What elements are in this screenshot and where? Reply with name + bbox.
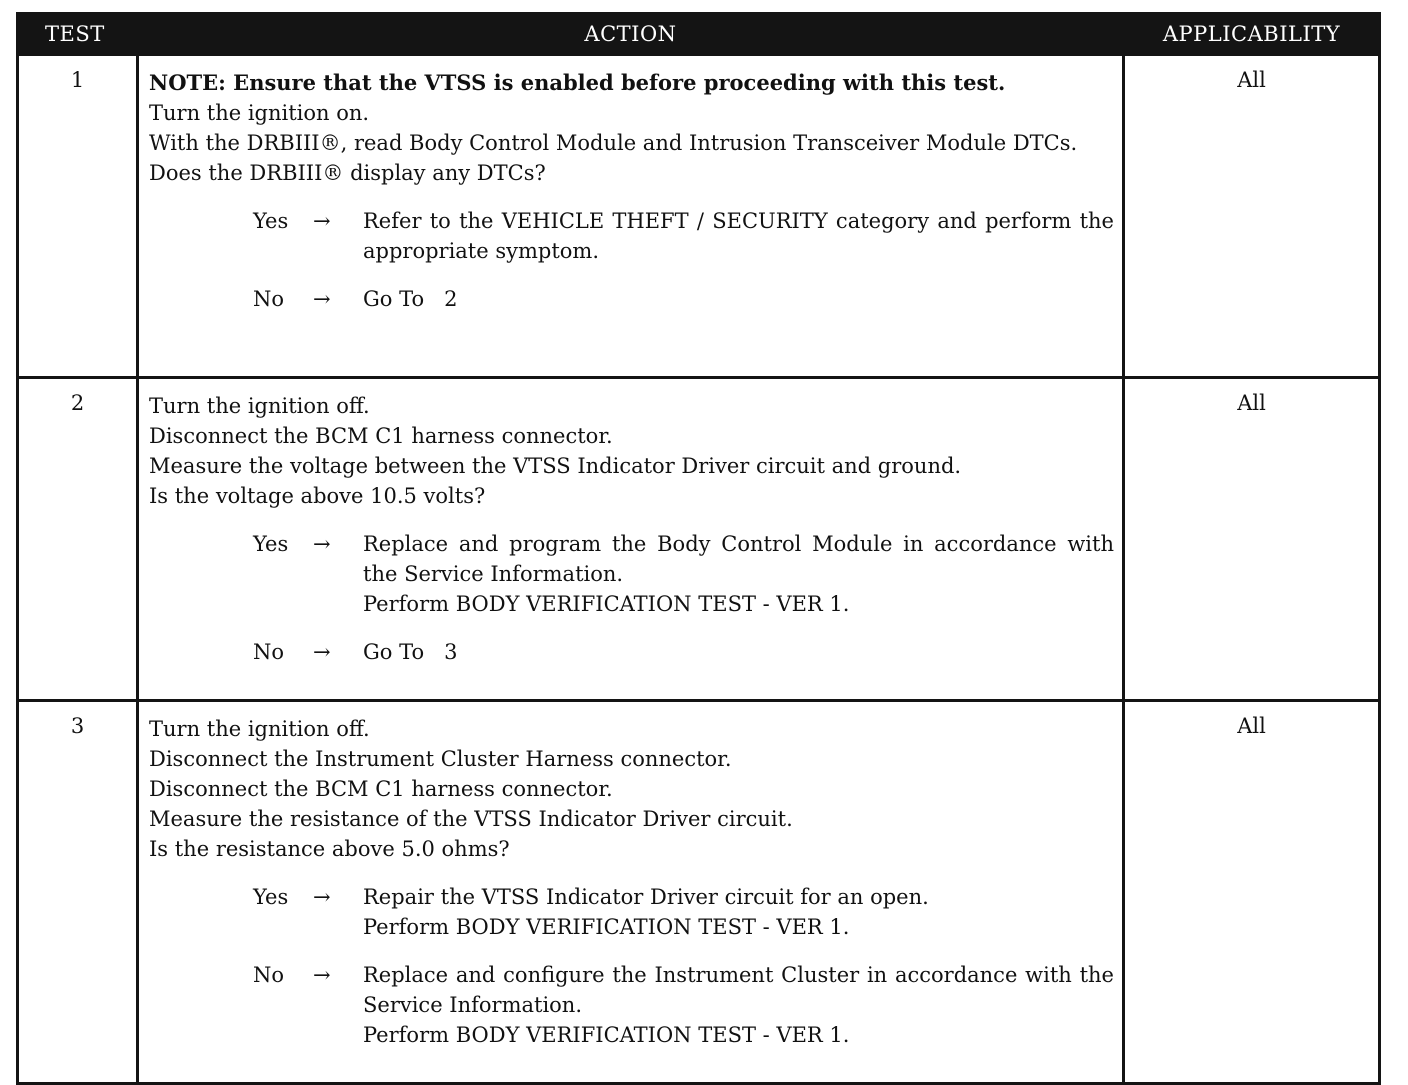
arrow-icon: → — [313, 287, 331, 311]
result-text: Replace and configure the Instrument Cluster in accordance with the Service Information. — [363, 963, 1114, 1017]
step-text: Disconnect the Instrument Cluster Harness connector. — [149, 747, 732, 771]
header-action: ACTION — [138, 14, 1124, 55]
branch-label: Yes — [253, 209, 289, 233]
arrow-icon: → — [313, 532, 331, 556]
branch-result — [363, 284, 1114, 314]
branch-result — [363, 882, 1114, 942]
step-text: Turn the ignition on. — [149, 101, 370, 125]
question-text: Is the resistance above 5.0 ohms? — [149, 837, 510, 861]
table-row — [18, 701, 1380, 1084]
header-test: TEST — [18, 14, 138, 55]
branch-label: Yes — [253, 885, 289, 909]
branch-yes — [253, 882, 1114, 942]
header-row — [18, 14, 1380, 55]
table-row — [18, 55, 1380, 378]
branch-label: No — [253, 640, 285, 664]
branch-result — [363, 206, 1114, 266]
note-text: NOTE: Ensure that the VTSS is enabled before proceeding with this test. — [149, 70, 1006, 95]
result-text: Go To 3 — [363, 640, 458, 664]
applicability-cell: All — [1124, 701, 1380, 1084]
branch-result — [363, 529, 1114, 619]
step-text: Disconnect the BCM C1 harness connector. — [149, 777, 613, 801]
branch-label: Yes — [253, 532, 289, 556]
branch-result — [363, 960, 1114, 1050]
test-number: 1 — [18, 55, 138, 378]
test-number: 3 — [18, 701, 138, 1084]
branch-list — [149, 206, 1114, 314]
question-text: Does the DRBIII® display any DTCs? — [149, 161, 546, 185]
branch-no — [253, 960, 1114, 1050]
header-applicability: APPLICABILITY — [1124, 14, 1380, 55]
branch-result — [363, 637, 1114, 667]
test-table — [16, 12, 1381, 1085]
question-text: Is the voltage above 10.5 volts? — [149, 484, 486, 508]
action-cell — [138, 378, 1124, 701]
branch-label: No — [253, 963, 285, 987]
arrow-icon: → — [313, 209, 331, 233]
table-row — [18, 378, 1380, 701]
result-text: Perform BODY VERIFICATION TEST - VER 1. — [363, 1023, 850, 1047]
branch-label: No — [253, 287, 285, 311]
result-text: Refer to the VEHICLE THEFT / SECURITY category and perform the appropriate symptom. — [363, 209, 1114, 263]
branch-yes — [253, 206, 1114, 266]
step-text: Measure the voltage between the VTSS Indicator Driver circuit and ground. — [149, 454, 962, 478]
step-text: Measure the resistance of the VTSS Indicator Driver circuit. — [149, 807, 793, 831]
step-text: Turn the ignition off. — [149, 394, 370, 418]
arrow-icon: → — [313, 640, 331, 664]
branch-list — [149, 529, 1114, 667]
result-text: Go To 2 — [363, 287, 458, 311]
branch-list — [149, 882, 1114, 1050]
action-cell — [138, 55, 1124, 378]
result-text: Perform BODY VERIFICATION TEST - VER 1. — [363, 915, 850, 939]
arrow-icon: → — [313, 885, 331, 909]
result-text: Replace and program the Body Control Module in accordance with the Service Information. — [363, 532, 1114, 586]
branch-no — [253, 637, 1114, 667]
result-text: Perform BODY VERIFICATION TEST - VER 1. — [363, 592, 850, 616]
applicability-cell: All — [1124, 55, 1380, 378]
applicability-cell: All — [1124, 378, 1380, 701]
diagnostic-test-table — [16, 12, 1378, 1047]
step-text: Turn the ignition off. — [149, 717, 370, 741]
step-text: With the DRBIII®, read Body Control Module and Intrusion Transceiver Module DTCs. — [149, 131, 1078, 155]
result-text: Repair the VTSS Indicator Driver circuit for an open. — [363, 885, 929, 909]
arrow-icon: → — [313, 963, 331, 987]
branch-no — [253, 284, 1114, 314]
step-text: Disconnect the BCM C1 harness connector. — [149, 424, 613, 448]
action-cell — [138, 701, 1124, 1084]
test-number: 2 — [18, 378, 138, 701]
branch-yes — [253, 529, 1114, 619]
